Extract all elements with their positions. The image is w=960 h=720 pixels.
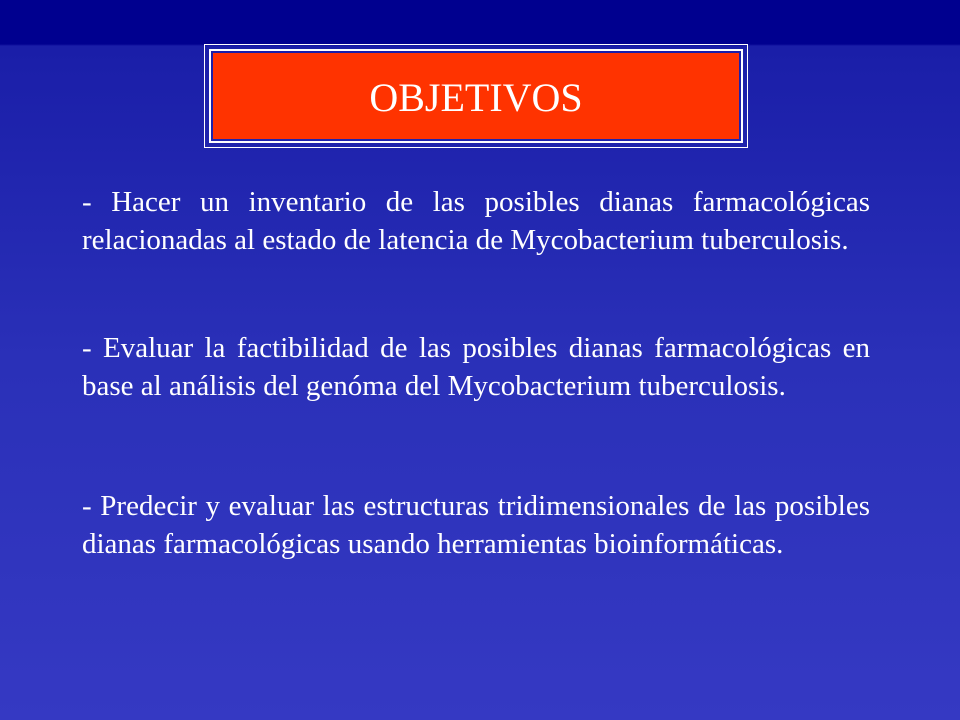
title-box-inner-border [209,49,743,143]
objective-item-3: - Predecir y evaluar las estructuras tridimensionales de las posibles dianas farmacológicas usando herramientas bioinformáticas. [82,490,870,560]
title-box [204,44,748,148]
objective-item-2: - Evaluar la factibilidad de las posibles dianas farmacológicas en base al análisis del genóma del Mycobacterium tuberculosis. [82,332,870,402]
slide-title: OBJETIVOS [369,74,583,120]
title-box-fill [213,53,739,139]
objective-item-1: - Hacer un inventario de las posibles dianas farmacológicas relacionadas al estado de latencia de Mycobacterium tuberculosis. [82,186,870,256]
